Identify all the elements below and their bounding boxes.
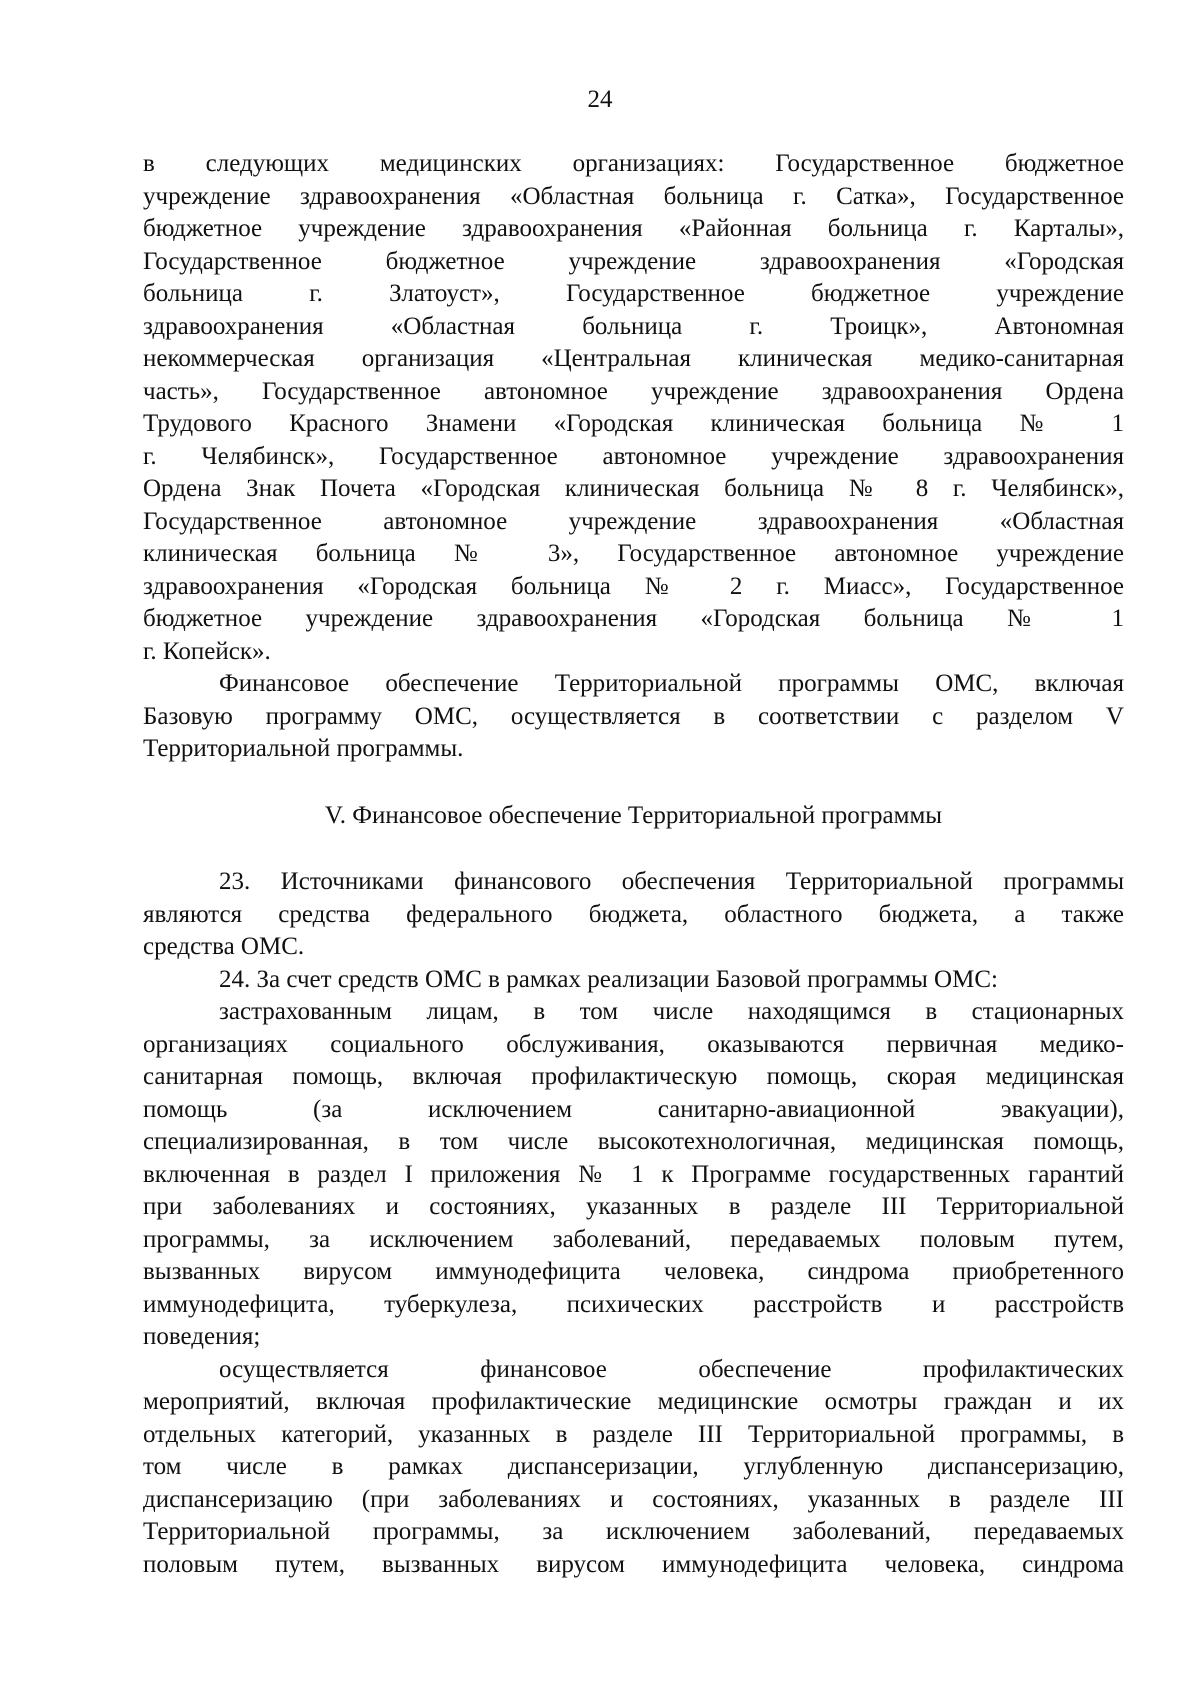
text-line: г. Копейск». — [143, 637, 271, 665]
text-line: мероприятий, включая профилактические медицинские осмотры граждан и их — [143, 1388, 1124, 1415]
text-line: в следующих медицинских организациях: Государственное бюджетное — [143, 150, 1124, 177]
text-line: средства ОМС. — [143, 933, 305, 960]
text-line: 24. За счет средств ОМС в рамках реализации Базовой программы ОМС: — [219, 965, 998, 993]
text-line: здравоохранения «Областная больница г. Троицк», Автономная — [143, 312, 1124, 340]
text-line: Базовую программу ОМС, осуществляется в соответствии с разделом V — [143, 702, 1124, 730]
document-body — [143, 148, 1124, 1581]
paragraph-item-24 — [143, 964, 1124, 997]
text-line: том числе в рамках диспансеризации, углубленную диспансеризацию, — [143, 1453, 1124, 1480]
text-line: помощь (за исключением санитарно-авиационной эвакуации), — [143, 1095, 1124, 1123]
text-line: часть», Государственное автономное учреждение здравоохранения Ордена — [143, 377, 1124, 405]
text-line: вызванных вирусом иммунодефицита человека, синдрома приобретенного — [143, 1258, 1124, 1285]
text-line: специализированная, в том числе высокотехнологичная, медицинская помощь, — [143, 1128, 1124, 1155]
text-line: включенная в раздел I приложения № 1 к Программе государственных гарантий — [143, 1160, 1124, 1188]
text-line: бюджетное учреждение здравоохранения «Районная больница г. Карталы», — [143, 215, 1124, 242]
text-line: при заболеваниях и состояниях, указанных в разделе III Территориальной — [143, 1193, 1124, 1220]
paragraph-financing-oms — [143, 668, 1124, 766]
text-line: иммунодефицита, туберкулеза, психических расстройств и расстройств — [143, 1290, 1124, 1318]
section-heading: V. Финансовое обеспечение Территориальной программы — [324, 801, 943, 829]
paragraph-medical-organizations — [143, 148, 1124, 668]
text-line: поведения; — [143, 1323, 261, 1350]
text-line: больница г. Златоуст», Государственное бюджетное учреждение — [143, 280, 1124, 307]
page-number: 24 — [587, 86, 613, 113]
text-line: г. Челябинск», Государственное автономное учреждение здравоохранения — [143, 442, 1124, 470]
text-line: отдельных категорий, указанных в разделе III Территориальной программы, в — [143, 1420, 1124, 1448]
paragraph-insured-persons — [143, 996, 1124, 1354]
text-line: бюджетное учреждение здравоохранения «Городская больница № 1 — [143, 605, 1124, 632]
text-line: учреждение здравоохранения «Областная больница г. Сатка», Государственное — [143, 182, 1124, 210]
paragraph-preventive-measures — [143, 1354, 1124, 1582]
text-line: застрахованным лицам, в том числе находящимся в стационарных — [219, 998, 1124, 1025]
text-line: являются средства федерального бюджета, областного бюджета, а также — [143, 900, 1124, 928]
text-line: санитарная помощь, включая профилактическую помощь, скорая медицинская — [143, 1063, 1124, 1090]
text-line: программы, за исключением заболеваний, передаваемых половым путем, — [143, 1225, 1124, 1253]
text-line: некоммерческая организация «Центральная клиническая медико-санитарная — [143, 345, 1124, 372]
text-line: осуществляется финансовое обеспечение профилактических — [219, 1355, 1124, 1383]
text-line: Финансовое обеспечение Территориальной программы ОМС, включая — [219, 670, 1124, 697]
text-line: Ордена Знак Почета «Городская клиническая больница № 8 г. Челябинск», — [143, 475, 1124, 502]
text-line: половым путем, вызванных вирусом иммунодефицита человека, синдрома — [143, 1550, 1124, 1578]
text-line: Государственное бюджетное учреждение здравоохранения «Городская — [143, 247, 1124, 275]
text-line: организациях социального обслуживания, оказываются первичная медико- — [143, 1030, 1124, 1058]
paragraph-item-23 — [143, 866, 1124, 964]
text-line: Трудового Красного Знамени «Городская клиническая больница № 1 — [143, 410, 1124, 437]
text-line: здравоохранения «Городская больница № 2 г. Миасс», Государственное — [143, 572, 1124, 600]
text-line: Территориальной программы, за исключением заболеваний, передаваемых — [143, 1518, 1124, 1545]
text-line: диспансеризацию (при заболеваниях и состояниях, указанных в разделе III — [143, 1485, 1124, 1513]
text-line: клиническая больница № 3», Государственное автономное учреждение — [143, 540, 1124, 567]
text-line: Территориальной программы. — [143, 735, 464, 762]
text-line: Государственное автономное учреждение здравоохранения «Областная — [143, 507, 1124, 535]
text-line: 23. Источниками финансового обеспечения Территориальной программы — [219, 868, 1124, 895]
